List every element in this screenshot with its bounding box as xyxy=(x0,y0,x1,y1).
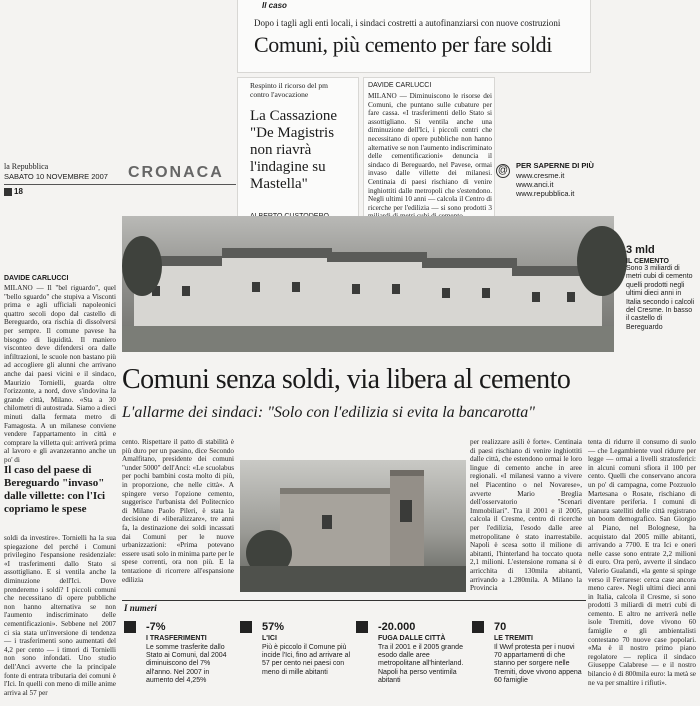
article-col-1: soldi da investire». Tornielli ha la sua spiegazione del perché i Comuni privilegino l'espansione residenziale: «I trasferimenti dallo Stato si assottigliano. E si ventila anche la diminuzione dell'Ici. Dove prenderemo i soldi? I piccoli comuni che necessitano di opere pubbliche non hanno alternativa se non l'aumento indiscriminato delle cementificazioni». Sebbene nel 2007 ci sia stata un'inversione di tendenza — i trasferimenti sono aumentati del 4,2 per cento — i timori di Tornielli non sono infondati. Uno studio dell'Anci avverte che la principale fonte di entrata tributaria dei comuni è l'Ici. In quelli con meno di mille anime arriva al 57 per xyxy=(4,534,116,697)
article-col-3: per realizzare asili è forte». Centinaia di paesi rischiano di venire inghiottiti dalle città, che estendono ormai le loro lingue di cemento anche in aree regionali. «I milanesi vanno a vivere nel Piacentino o nel Novarese», avverte Mario Breglia dell'osservatorio "Scenari Immobiliari". Tra il 2001 e il 2005, calcola il Cresme, centro di ricerche per l'edilizia, l'esodo dalle aree metropolitane è stato inarrestabile. Napoli è scesa sotto il milione di abitanti, l'hinterland ha toccato quota 2,1 milioni. L'estensione romana si è arricchita di 130mila abitanti, arrivando a 1.280mila. A Milano la Provincia xyxy=(470,438,582,593)
lead-column xyxy=(4,275,116,464)
box-headline: Il caso del paese di Bereguardo "invaso" dalle villette: con l'Ici copriamo le spese xyxy=(4,464,106,515)
side-clip xyxy=(238,78,358,236)
masthead-rule xyxy=(4,184,236,185)
stat-item xyxy=(472,621,584,705)
top-clip xyxy=(238,0,590,72)
stat-item xyxy=(240,621,352,705)
people-icon xyxy=(356,621,368,633)
stat-item xyxy=(356,621,468,705)
masthead-date: SABATO 10 NOVEMBRE 2007 xyxy=(4,172,108,181)
stat-title: L'ICI xyxy=(262,635,277,642)
top-headline: Comuni, più cemento per fare soldi xyxy=(254,32,552,57)
stat-value: -7% xyxy=(146,621,166,633)
side-headline: La Cassazione "De Magistris non riavrà l'indagine su Mastella" xyxy=(250,108,338,192)
right-byline: DAVIDE CARLUCCI xyxy=(368,82,432,89)
top-kicker: Il caso xyxy=(262,1,287,10)
side-kicker: Respinto il ricorso del pm contro l'avocazione xyxy=(250,81,328,99)
numbers-title: I numeri xyxy=(124,603,157,613)
castle-photo xyxy=(240,460,466,592)
stat-title: LE TREMITI xyxy=(494,635,533,642)
main-headline: Comuni senza soldi, via libera al cemento xyxy=(122,364,571,395)
euro-icon xyxy=(240,621,252,633)
masthead-page: 18 xyxy=(14,187,23,196)
housing-photo xyxy=(122,216,614,352)
page-icon xyxy=(4,188,12,196)
links-title: PER SAPERNE DI PIÙ xyxy=(516,161,594,170)
link-item[interactable]: www.repubblica.it xyxy=(516,189,575,198)
stat-text: Le somme trasferite dallo Stato ai Comuni, dal 2004 diminuiscono del 7% all'anno. Nel 2007 in aumento del 4,25% xyxy=(146,644,227,684)
main-byline: DAVIDE CARLUCCI xyxy=(4,275,69,282)
link-item[interactable]: www.anci.it xyxy=(516,180,554,189)
article-col-2: cento. Rispettare il patto di stabilità è più duro per un paesino, dice Secondo Amalfitano, presidente dei comuni "under 5000" dell'Anci: «Le scuolabus per pochi bambini costa molto di più, in proporzione, che nelle città». A spingere verso l'opzione cemento, suggerisce l'urbanista del Politecnico di Milano Paolo Pileri, è stata la decisione di «liberalizzare», tre anni fa, la destinazione dei soldi incassati dai Comuni per le nuove urbanizzazioni: «Prima potevano essere usati solo in minima parte per le spese correnti, ora non più. E la tentazione di ricorrere all'espansione edilizia xyxy=(122,438,234,584)
stat-value: 70 xyxy=(494,621,507,633)
article-col-4: tenta di ridurre il consumo di suolo — che Legambiente vuol ridurre per legge — ormai a livelli stratosferici: in alcuni comuni sfiora il 100 per cento. Quelli che conservano ancora un po' di campagna, come Pozzuolo Martesana o Rosate, rischiano di diventare periferia. I comuni di pianura satelliti delle città registrano un boom demografico. San Giorgio al Piano, nel Bolognese, ha acquistato dal 2005 mille abitanti, arrivando a 7700. E tra Ici e oneri nelle casse sono entrate 2,2 milioni di euro. Ora però, avverte il sindaco Valerio Gualandi, «la gente si spinge verso il Ferrarese: cerca case ancora meno care». Negli ultimi dieci anni in Italia, calcola il Cresme, si sono prodotti 3 miliardi di metri cubi di cemento. E altro ne arriverà nelle isole Tremiti, dove vivono 60 famiglie e gli ambientalisti contestano 70 nuove case popolari. «Ma è il nostro primo piano regolatore — replica il sindaco Giuseppe Calabrese — e il nostro bilancio è di 800mila euro: la metà se ne va per smaltire i rifiuti». xyxy=(588,438,696,687)
stat-value: -20.000 xyxy=(378,621,416,633)
section-title: CRONACA xyxy=(128,164,224,181)
stat-text: Il Wwf protesta per i nuovi 70 appartamenti di che stanno per sorgere nelle Tremiti, dove vivono appena 60 famiglie xyxy=(494,644,582,684)
masthead-paper: la Repubblica xyxy=(4,162,49,171)
stat-item xyxy=(124,621,236,705)
stat-text: Tra il 2001 e il 2005 grande esodo dalle aree metropolitane all'hinterland. Napoli ha perso ventimila abitanti xyxy=(378,644,464,684)
stat-title: FUGA DALLE CITTÀ xyxy=(378,635,446,642)
stat-text: Più è piccolo il Comune più incide l'Ici, fino ad arrivare al 57 per cento nei paesi con meno di mille abitanti xyxy=(262,644,351,676)
building-icon xyxy=(124,621,136,633)
house-icon xyxy=(472,621,484,633)
caption-number: 3 mld xyxy=(626,244,655,256)
links-box xyxy=(492,158,698,212)
stat-value: 57% xyxy=(262,621,285,633)
lead-text: MILANO — Il "bel riguardo", quel "bello sguardo" che stupiva a Visconti prima e agli ufficiali napoleonici quattro secoli dopo dal castello di Bereguardo, ora rischia di dissolversi per sempre. Il comune pavese ha bisogno di liquidità. Il maniero visconteo deve difendersi ora dalle infiltrazioni, le scuole non bastano più ad accogliere gli alunni che arrivano anche dai paesi vicini e il sindaco, Maurizio Tornielli, guarda oltre l'orizzonte, a nord, dove s'indovina la grande città, Milano. «Sta a 30 chilometri di autostrada. Siamo a dieci minuti dalla fermata metro di Famagosta. A un milanese conviene vendere l'appartamento in città e comprare la villetta qui: arriverà prima al lavoro e gli avanzeranno anche un po' di xyxy=(4,284,116,464)
main-subtitle: L'allarme dei sindaci: "Solo con l'edilizia si evita la bancarotta" xyxy=(122,404,535,421)
top-subhead: Dopo i tagli agli enti locali, i sindaci costretti a autofinanziarsi con nuove costruzioni xyxy=(254,18,561,28)
numbers-box xyxy=(122,600,586,704)
link-item[interactable]: www.cresme.it xyxy=(516,171,565,180)
right-body: MILANO — Diminuiscono le risorse dei Comuni, che puntano sulle cubature per fare cassa. «I trasferimenti dello Stato si assottigliano. Si ventila anche una diminuzione dell'Ici, i piccoli centri che necessitano di opere pubbliche non hanno alternative se non l'aumento indiscriminato delle cementificazioni» denuncia il sindaco di Bereguardo, nel Pavese, ormai invaso dalle villette dei milanesi. Centinaia di paesi rischiano di venire inghiottiti dalle metropoli che s'estendono. Negli ultimi 10 anni — calcola il Centro di ricerche per l'edilizia — si sono prodotti 3 xyxy=(368,92,492,212)
caption-text: Sono 3 miliardi di metri cubi di cemento quelli prodotti negli ultimi dieci anni in Italia secondo i calcoli del Cresme. In basso il castello di Bereguardo xyxy=(626,265,695,331)
right-clip xyxy=(364,78,494,234)
stat-title: I TRASFERIMENTI xyxy=(146,635,207,642)
at-icon: @ xyxy=(497,165,509,176)
caption-title: IL CEMENTO xyxy=(626,258,669,265)
photo-caption xyxy=(626,244,696,354)
